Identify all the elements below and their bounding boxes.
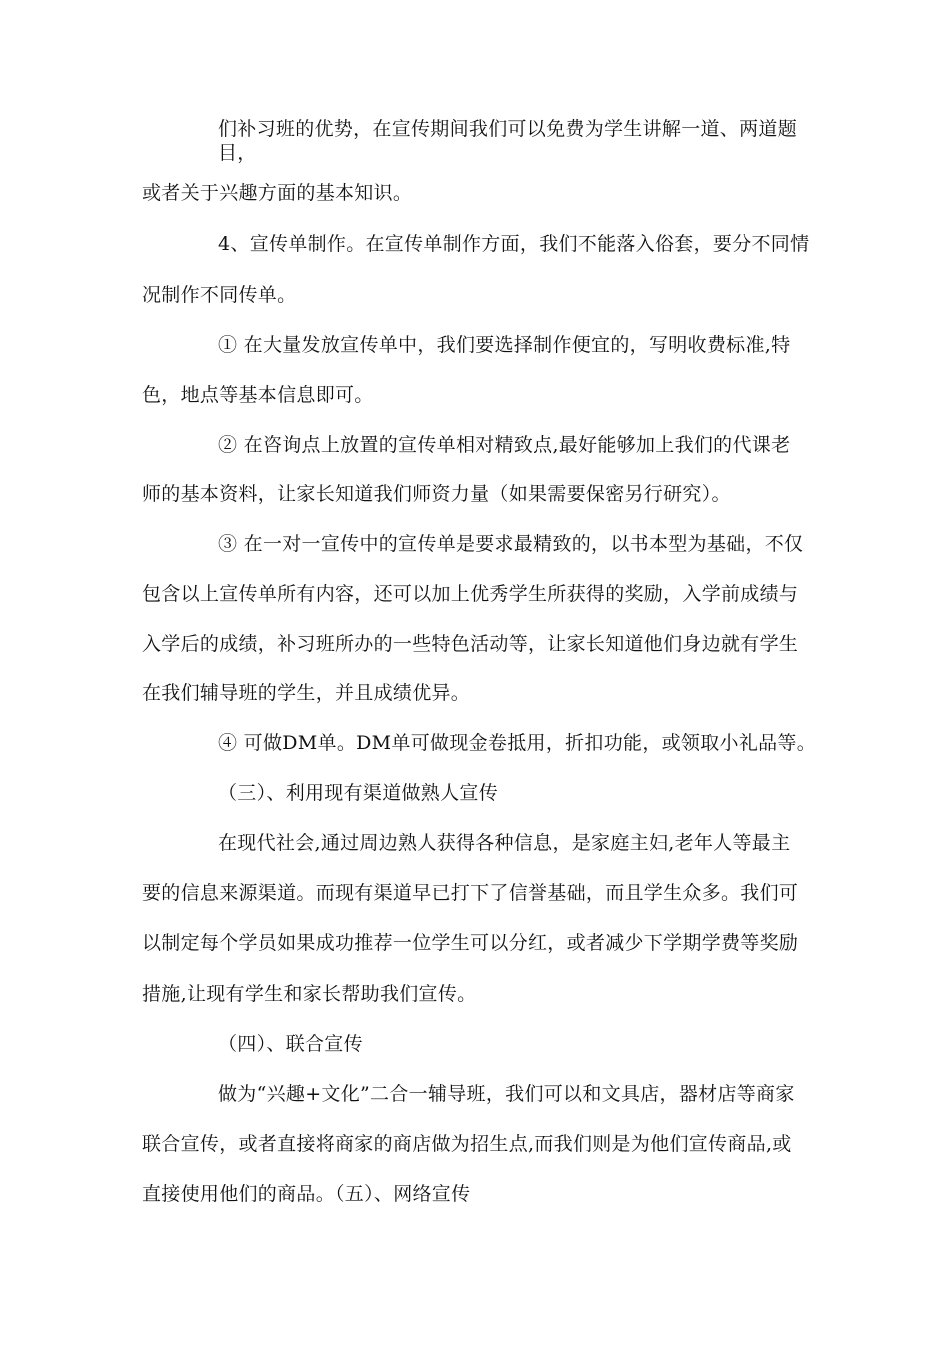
paragraph-line: 目，	[218, 142, 257, 164]
paragraph-line: 入学后的成绩，补习班所办的一些特色活动等，让家长知道他们身边就有学生	[142, 633, 799, 655]
paragraph-line: 师的基本资料，让家长知道我们师资力量（如果需要保密另行研究）。	[142, 483, 731, 505]
paragraph-line: 措施,让现有学生和家长帮助我们宣传。	[142, 983, 477, 1005]
paragraph-line: 在现代社会,通过周边熟人获得各种信息，是家庭主妇,老年人等最主	[218, 832, 791, 854]
section-heading-3: （三）、利用现有渠道做熟人宣传	[218, 782, 499, 804]
section-heading-4: （四）、联合宣传	[218, 1033, 363, 1055]
paragraph-line: 以制定每个学员如果成功推荐一位学生可以分红，或者减少下学期学费等奖励	[142, 932, 799, 954]
list-item-3: ③ 在一对一宣传中的宣传单是要求最精致的，以书本型为基础，不仅	[218, 533, 804, 555]
paragraph-line: 色，地点等基本信息即可。	[142, 384, 374, 406]
paragraph-line: 况制作不同传单。	[142, 284, 297, 306]
paragraph-line: 在我们辅导班的学生，并且成绩优异。	[142, 682, 471, 704]
paragraph-line: 联合宣传，或者直接将商家的商店做为招生点,而我们则是为他们宣传商品,或	[142, 1133, 792, 1155]
paragraph-line: 们补习班的优势，在宣传期间我们可以免费为学生讲解一道、两道题	[218, 118, 798, 140]
paragraph-line: 或者关于兴趣方面的基本知识。	[142, 182, 413, 204]
list-item-4: ④ 可做DM单。DM单可做现金卷抵用，折扣功能，或领取小礼品等。	[218, 732, 817, 754]
paragraph-line: 做为“兴趣+文化”二合一辅导班，我们可以和文具店，器材店等商家	[218, 1083, 795, 1105]
paragraph-line: 包含以上宣传单所有内容，还可以加上优秀学生所获得的奖励，入学前成绩与	[142, 583, 799, 605]
paragraph-line: 4、宣传单制作。在宣传单制作方面，我们不能落入俗套，要分不同情	[218, 233, 810, 255]
list-item-2: ② 在咨询点上放置的宣传单相对精致点,最好能够加上我们的代课老	[218, 434, 791, 456]
paragraph-line: 要的信息来源渠道。而现有渠道早已打下了信誉基础，而且学生众多。我们可	[142, 882, 799, 904]
list-item-1: ① 在大量发放宣传单中，我们要选择制作便宜的，写明收费标准,特	[218, 334, 791, 356]
paragraph-line: 直接使用他们的商品。（五）、网络宣传	[142, 1183, 471, 1205]
